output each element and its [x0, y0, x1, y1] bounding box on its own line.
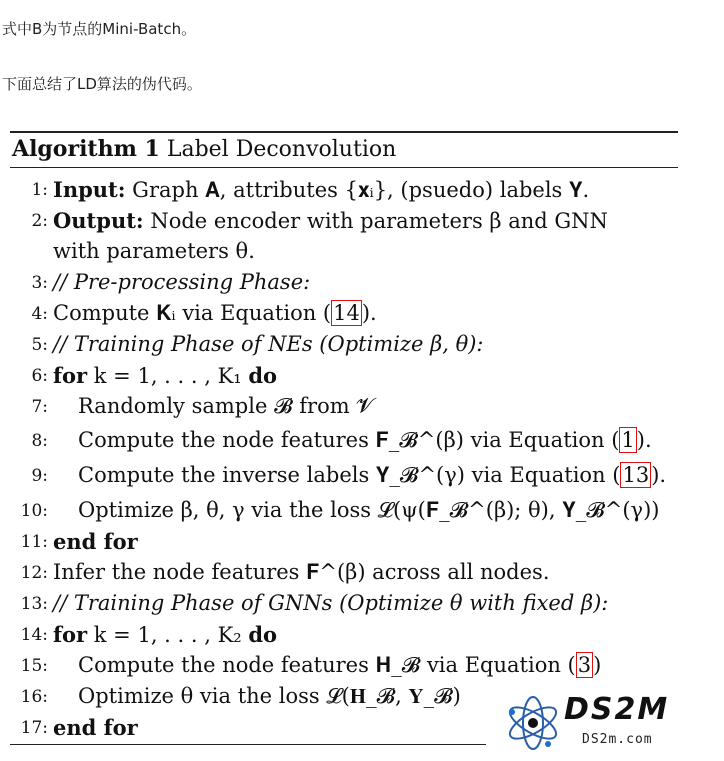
bottom-rule: [10, 744, 486, 745]
line-number: 3:: [31, 273, 48, 293]
comment-text: // Training Phase of NEs (Optimize β, θ):: [53, 332, 484, 356]
line-text: Randomly sample 𝓑 from 𝓥: [78, 394, 374, 418]
line-number: 16:: [20, 687, 48, 707]
intro-line-2: 下面总结了LD算法的伪代码。: [2, 75, 202, 93]
line-tail: ).: [651, 463, 667, 487]
keyword: for: [53, 363, 88, 388]
line-tail: ): [593, 653, 602, 677]
keyword: end for: [53, 529, 138, 554]
comment-text: // Training Phase of GNNs (Optimize θ with fixed β):: [53, 591, 609, 615]
keyword: Input:: [53, 177, 126, 202]
watermark-logo: [502, 690, 716, 756]
line-number: 15:: [20, 656, 48, 676]
line-text: Compute the node features 𝐇_𝓑 via Equation (: [78, 653, 576, 677]
comment-text: // Pre-processing Phase:: [53, 270, 311, 294]
line-text: Optimize θ via the loss 𝓛(𝐇_𝓑, 𝐘_𝓑): [78, 684, 461, 708]
line-text: Graph 𝐀, attributes {𝐱ᵢ}, (psuedo) labels 𝐘.: [125, 178, 590, 202]
keyword: Output:: [53, 208, 144, 233]
line-number: 2:: [31, 211, 48, 231]
equation-ref-link[interactable]: 13: [622, 463, 650, 487]
line-text: Compute the inverse labels 𝐘_𝓑^(γ) via Equation (: [78, 463, 621, 487]
line-text: k = 1, . . . , K₁: [87, 364, 249, 388]
keyword: for: [53, 622, 88, 647]
line-number: 11:: [20, 532, 48, 552]
title-rule: [10, 167, 678, 168]
atom-icon: [502, 690, 564, 756]
line-text: Optimize β, θ, γ via the loss 𝓛(ψ(𝐅_𝓑^(β); θ), 𝐘_𝓑^(γ)): [78, 498, 660, 522]
keyword: do: [248, 363, 278, 388]
line-text: Compute 𝐊ᵢ via Equation (: [53, 301, 332, 325]
line-text: with parameters θ.: [53, 239, 255, 263]
keyword: do: [248, 622, 278, 647]
equation-ref-link[interactable]: 1: [621, 428, 635, 452]
top-rule: [10, 131, 678, 133]
line-number: 6:: [31, 366, 48, 386]
line-number: 14:: [20, 625, 48, 645]
line-number: 7:: [31, 397, 48, 417]
line-number: 4:: [31, 304, 48, 324]
line-text: Node encoder with parameters β and GNN: [143, 209, 608, 233]
equation-ref-link[interactable]: 3: [577, 653, 592, 677]
line-number: 5:: [31, 335, 48, 355]
algorithm-name: Label Deconvolution: [166, 137, 397, 162]
line-number: 10:: [20, 501, 48, 521]
line-tail: ).: [361, 301, 377, 325]
intro-line-1: 式中B为节点的Mini-Batch。: [2, 20, 197, 38]
line-text: k = 1, . . . , K₂: [87, 623, 249, 647]
line-number: 8:: [31, 431, 48, 451]
keyword: end for: [53, 715, 138, 740]
line-number: 1:: [31, 180, 48, 200]
line-number: 17:: [20, 718, 48, 738]
line-text: Compute the node features 𝐅_𝓑^(β) via Equation (: [78, 428, 620, 452]
line-text: Infer the node features 𝐅^(β) across all nodes.: [53, 560, 550, 584]
watermark-domain: DS2m.com: [582, 732, 653, 747]
equation-ref-link[interactable]: 14: [333, 301, 360, 325]
algorithm-title: [12, 136, 396, 162]
algorithm-label: Algorithm 1: [12, 136, 160, 162]
line-number: 13:: [20, 594, 48, 614]
line-tail: ).: [636, 428, 652, 452]
line-number: 9:: [31, 466, 48, 486]
watermark-brand: DS2M: [564, 692, 670, 727]
line-number: 12:: [20, 563, 48, 583]
